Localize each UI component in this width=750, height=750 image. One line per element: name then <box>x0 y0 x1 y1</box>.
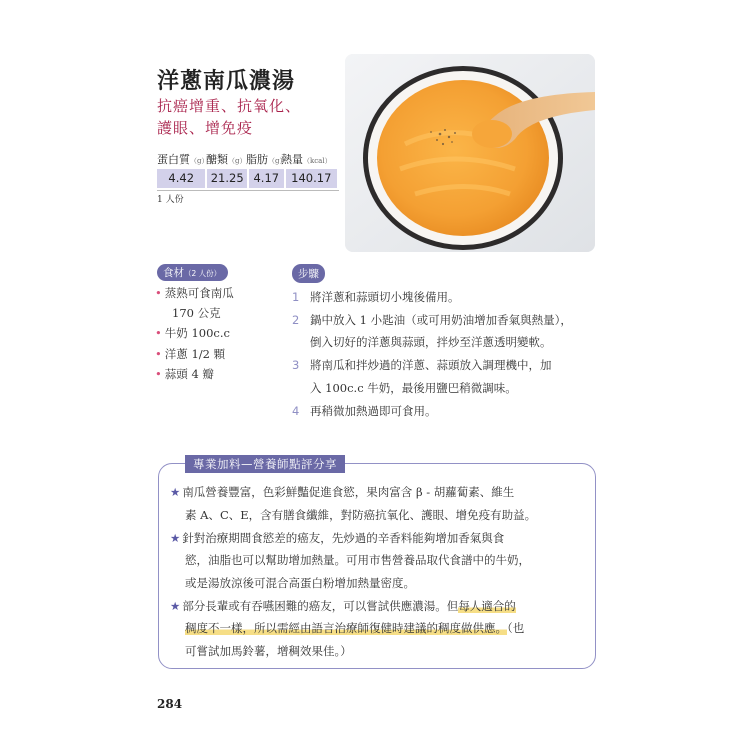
ingredients-label: 食材（2 人份） <box>157 264 228 281</box>
tip-2-continued: 或是湯放涼後可混合高蛋白粉增加熱量密度。 <box>185 576 415 590</box>
tip-highlight: 每人適合的 <box>458 599 516 613</box>
ingredient-item: • 洋蔥 1/2 顆 <box>155 347 226 361</box>
soup-photo <box>345 54 595 252</box>
nutrition-header-calories: 熱量（kcal） <box>281 153 332 166</box>
tip-3-continued: 稠度不一樣，所以需經由語言治療師復健時建議的稠度做供應。（也 <box>185 621 525 635</box>
tip-highlight: 稠度不一樣，所以需經由語言治療師復健時建議的稠度做供應。 <box>185 621 507 635</box>
recipe-subtitle-line1: 抗癌增重、抗氧化、 <box>157 97 302 115</box>
step-1: 1 將洋蔥和蒜頭切小塊後備用。 <box>292 290 460 304</box>
steps-label: 步驟 <box>292 264 325 283</box>
nutrition-value-carbs: 21.25 <box>207 169 247 188</box>
nutrition-divider <box>157 190 339 191</box>
nutrition-header-carbs: 醣類（g） <box>206 153 247 166</box>
ingredient-item: • 牛奶 100c.c <box>155 326 230 340</box>
nutrition-value-protein: 4.42 <box>157 169 205 188</box>
ingredient-item: • 蒸熟可食南瓜 <box>155 286 234 300</box>
nutrition-value-calories: 140.17 <box>286 169 337 188</box>
step-3-continued: 入 100c.c 牛奶，最後用鹽巴稍微調味。 <box>310 381 517 395</box>
step-4: 4 再稍微加熱過即可食用。 <box>292 404 437 418</box>
nutritionist-tips-label: 專業加料—營養師點評分享 <box>185 455 345 473</box>
step-2: 2 鍋中放入 1 小匙油（或可用奶油增加香氣與熱量）， <box>292 313 572 327</box>
nutrition-table <box>157 150 339 188</box>
nutrition-header-fat: 脂肪（g） <box>246 153 287 166</box>
tip-3-continued: 可嘗試加馬鈴薯，增稠效果佳。） <box>185 644 352 658</box>
step-2-continued: 倒入切好的洋蔥與蒜頭，拌炒至洋蔥透明變軟。 <box>310 335 552 349</box>
tip-3: ★ 部分長輩或有吞嚥困難的癌友，可以嘗試供應濃湯。但每人適合的 <box>170 599 516 613</box>
tip-2: ★ 針對治療期間食慾差的癌友，先炒過的辛香料能夠增加香氣與食 <box>170 531 505 545</box>
recipe-subtitle-line2: 護眼、增免疫 <box>157 119 254 137</box>
tip-1: ★ 南瓜營養豐富，色彩鮮豔促進食慾，果肉富含 β - 胡蘿蔔素、維生 <box>170 485 515 499</box>
star-icon: ★ <box>170 531 181 545</box>
nutrition-header-protein: 蛋白質（g） <box>157 153 209 166</box>
star-icon: ★ <box>170 485 181 499</box>
nutrition-value-fat: 4.17 <box>249 169 284 188</box>
ingredient-item-amount: 170 公克 <box>172 306 221 320</box>
tip-2-continued: 慾，油脂也可以幫助增加熱量。可用市售營養品取代食譜中的牛奶， <box>185 553 530 567</box>
recipe-title: 洋蔥南瓜濃湯 <box>157 69 296 94</box>
tip-1-continued: 素 A、C、E，含有膳食纖維，對防癌抗氧化、護眼、增免疫有助益。 <box>185 508 537 522</box>
page-number: 284 <box>157 697 183 711</box>
ingredient-item: • 蒜頭 4 瓣 <box>155 367 214 381</box>
step-3: 3 將南瓜和拌炒過的洋蔥、蒜頭放入調理機中，加 <box>292 358 552 372</box>
serving-size: 1 人份 <box>157 195 184 205</box>
star-icon: ★ <box>170 599 181 613</box>
